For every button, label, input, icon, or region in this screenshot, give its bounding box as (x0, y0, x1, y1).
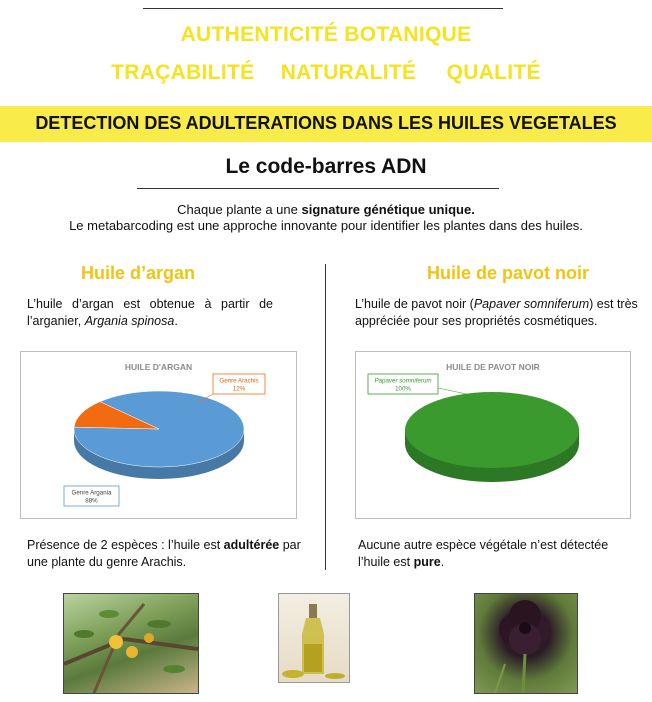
header-item-tracabilite: TRAÇABILITÉ (111, 61, 255, 84)
argan-pie-chart (20, 351, 297, 519)
right-conclusion-text: Aucune autre espèce végétale n’est détectée l’huile est (358, 538, 609, 569)
right-description-end: ) est très appréciée pour ses propriétés cosmétiques. (355, 297, 638, 328)
chart-title: HUILE D'ARGAN (124, 362, 193, 372)
left-description-text: L’huile d’argan est obtenue à partir de l’arganier, (27, 297, 273, 328)
right-column-title: Huile de pavot noir (427, 263, 590, 283)
right-conclusion-bold: pure (413, 555, 441, 569)
right-description-text: L’huile de pavot noir ( (355, 297, 474, 311)
data-label-0 (64, 486, 119, 506)
argan-pie-svg (21, 352, 296, 518)
left-conclusion-end: par une plante du genre Arachis. (27, 538, 301, 569)
svg-text:Papaver somniferum: Papaver somniferum (374, 377, 432, 385)
black-poppy-photo (474, 593, 578, 694)
left-column-title: Huile d’argan (81, 263, 196, 283)
left-conclusion-bold: adultérée (223, 538, 280, 552)
left-description (27, 296, 273, 330)
pavot-pie-svg (356, 352, 630, 518)
section-rule (137, 188, 499, 189)
chart-title: HUILE DE PAVOT NOIR (446, 362, 540, 372)
svg-text:Genre Argania: Genre Argania (71, 489, 112, 497)
argan-fruit-icon (64, 594, 198, 693)
pie-slice-0 (405, 392, 579, 468)
oil-bottle-icon (279, 594, 349, 682)
left-conclusion (27, 537, 317, 571)
pavot-pie-chart (355, 351, 631, 519)
intro-line1-text: Chaque plante a une (177, 202, 302, 217)
header-item-naturalite: NATURALITÉ (280, 61, 417, 84)
poppy-flower-icon (475, 594, 577, 693)
intro-line1 (0, 202, 652, 217)
intro-line1-bold: signature génétique unique. (301, 202, 475, 217)
svg-text:12%: 12% (232, 385, 246, 393)
right-conclusion (358, 537, 638, 571)
svg-text:100%: 100% (395, 385, 411, 393)
argan-tree-photo (63, 593, 199, 694)
intro-line2: Le metabarcoding est une approche innovante pour identifier les plantes dans des huiles. (69, 218, 583, 233)
svg-text:88%: 88% (85, 497, 98, 505)
header-title-line1: AUTHENTICITÉ BOTANIQUE (180, 23, 472, 46)
data-label-1 (199, 374, 265, 402)
svg-text:Genre Arachis: Genre Arachis (219, 377, 259, 385)
data-label-0 (368, 374, 476, 396)
right-description (355, 296, 647, 330)
header-item-qualite: QUALITÉ (446, 61, 541, 84)
section-title: Le code-barres ADN (225, 155, 427, 178)
oil-bottle-photo (278, 593, 350, 683)
header-title-line2 (0, 61, 652, 85)
left-description-end: . (174, 314, 178, 328)
top-rule (143, 8, 503, 9)
right-description-species: Papaver somniferum (473, 297, 590, 311)
right-conclusion-end: . (440, 555, 445, 569)
left-conclusion-text: Présence de 2 espèces : l’huile est (27, 538, 224, 552)
column-divider (325, 264, 326, 570)
banner-text: DETECTION DES ADULTERATIONS DANS LES HUILES VEGETALES (35, 113, 617, 133)
left-description-species: Argania spinosa (84, 314, 175, 328)
